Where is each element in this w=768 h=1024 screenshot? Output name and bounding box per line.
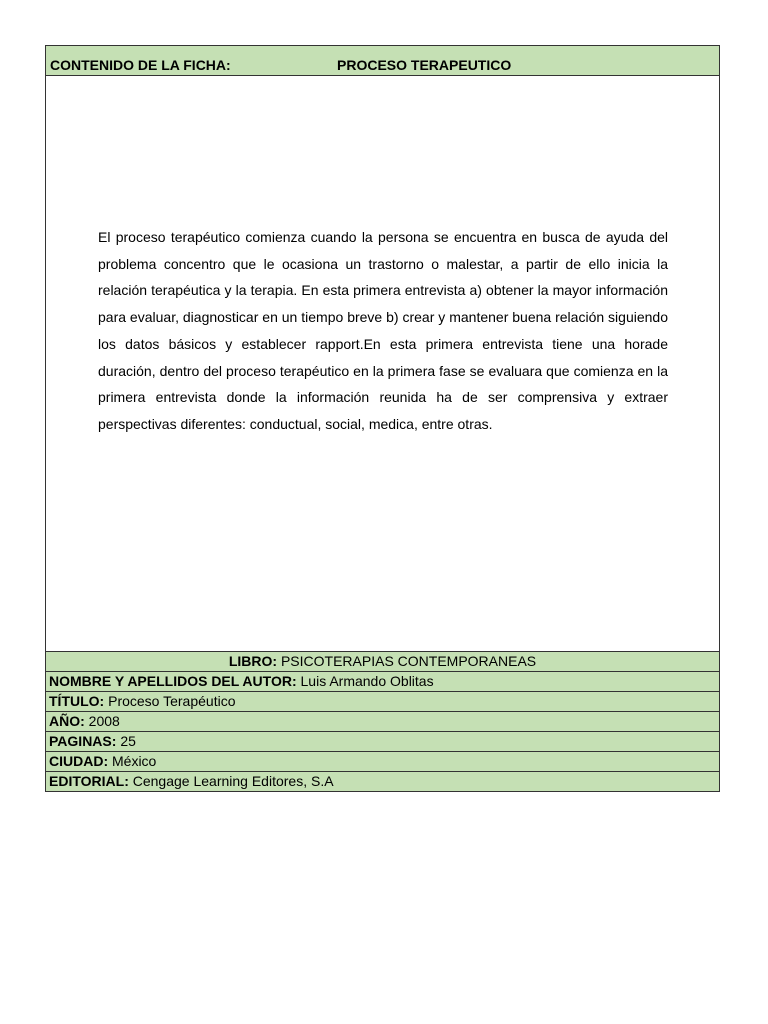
city-label: CIUDAD: xyxy=(49,753,109,769)
book-row xyxy=(46,651,719,671)
city-value: México xyxy=(112,753,157,769)
pages-label: PAGINAS: xyxy=(49,733,117,749)
publisher-value: Cengage Learning Editores, S.A xyxy=(132,773,334,789)
year-value: 2008 xyxy=(88,713,120,729)
card-header xyxy=(46,46,719,76)
author-row xyxy=(46,671,719,691)
book-value: PSICOTERAPIAS CONTEMPORANEAS xyxy=(280,653,537,669)
book-label: LIBRO: xyxy=(228,653,278,669)
year-row xyxy=(46,711,719,731)
year-label: AÑO: xyxy=(49,713,85,729)
author-label: NOMBRE Y APELLIDOS DEL AUTOR: xyxy=(49,673,297,689)
pages-value: 25 xyxy=(120,733,136,749)
reading-card xyxy=(45,45,720,792)
summary-paragraph: El proceso terapéutico comienza cuando la persona se encuentra en busca de ayuda del problema concentro que le ocasiona un trastorno o malestar, a partir de ello inicia la relación terapéutica y la terapia. En esta primera entrevista a) obtener la mayor información para evaluar, diagnosticar en un tiempo breve b) crear y mantener buena relación siguiendo los datos básicos y establecer rapport.En esta primera entrevista tiene una horade duración, dentro del proceso terapéutico en la primera fase se evaluara que comienza en la primera entrevista donde la información reunida ha de ser comprensiva y extraer perspectivas diferentes: conductual, social, medica, entre otras. xyxy=(98,229,668,432)
publisher-row xyxy=(46,771,719,791)
card-content-label: CONTENIDO DE LA FICHA: xyxy=(50,57,231,73)
card-body xyxy=(46,76,719,651)
title-row xyxy=(46,691,719,711)
publisher-label: EDITORIAL: xyxy=(49,773,129,789)
pages-row xyxy=(46,731,719,751)
card-content-title: PROCESO TERAPEUTICO xyxy=(337,57,512,73)
city-row xyxy=(46,751,719,771)
author-value: Luis Armando Oblitas xyxy=(300,673,434,689)
title-value: Proceso Terapéutico xyxy=(108,693,236,709)
title-label: TÍTULO: xyxy=(49,693,105,709)
